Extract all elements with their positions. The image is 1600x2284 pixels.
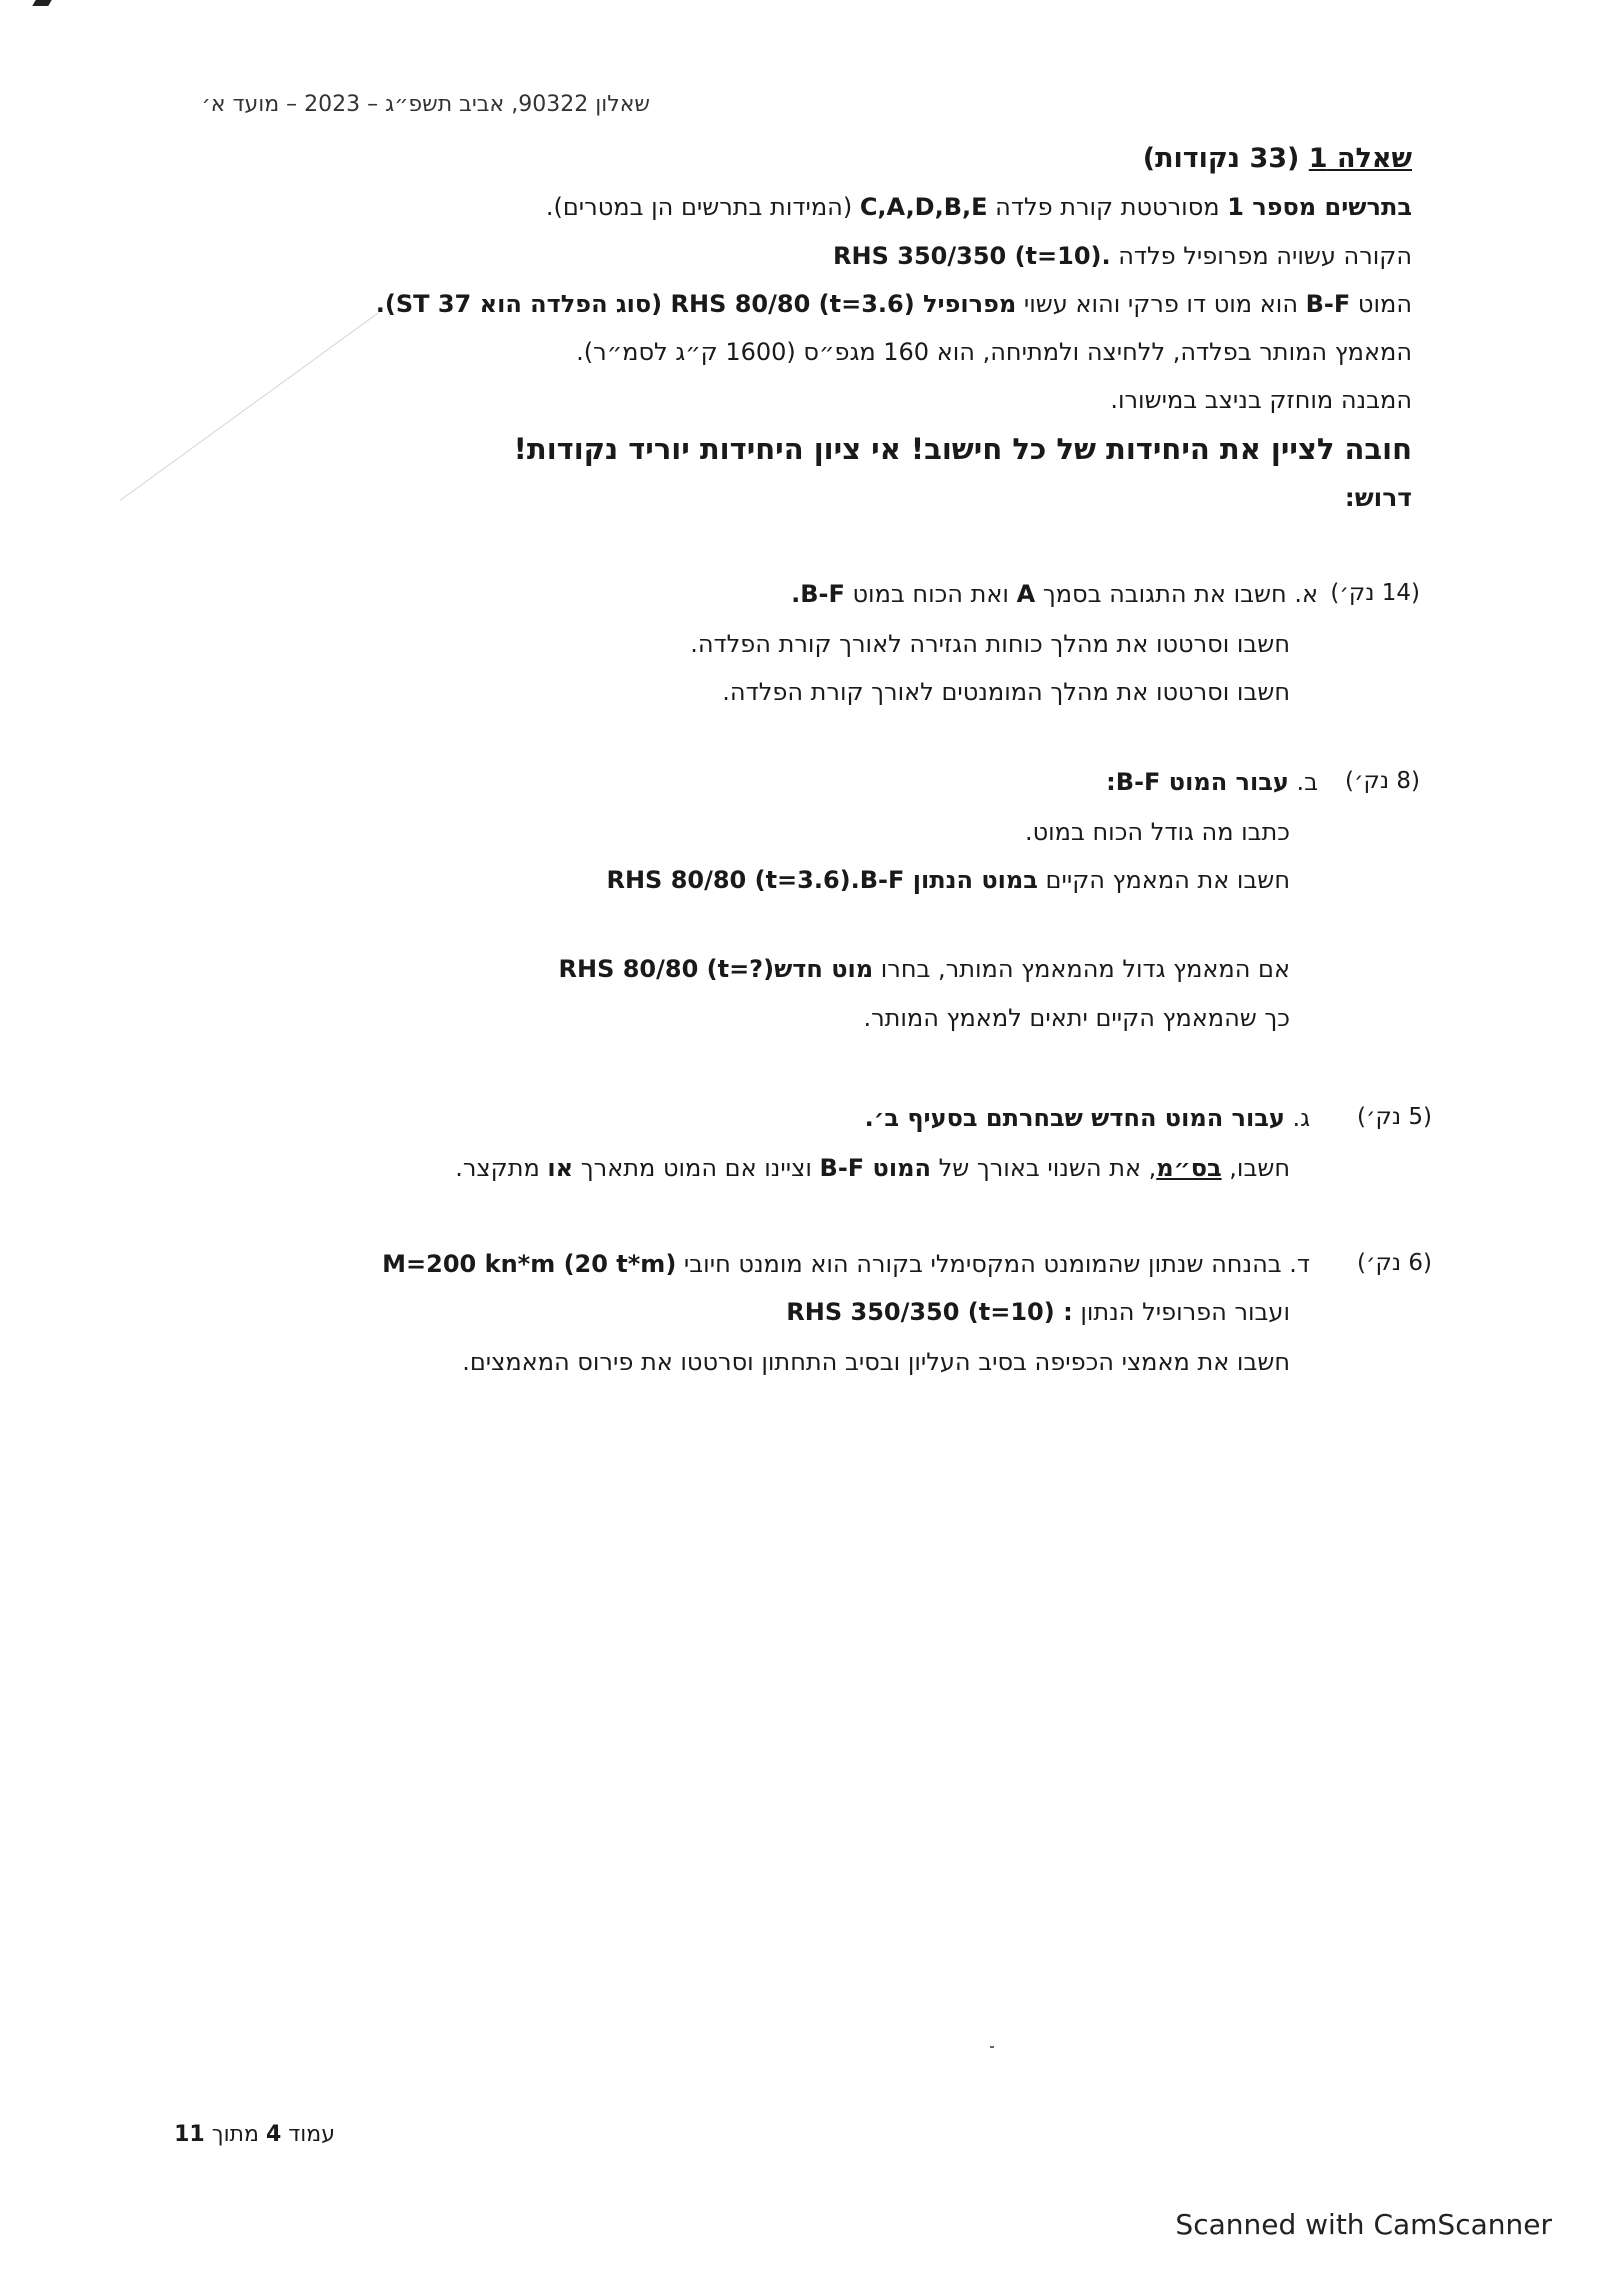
section-b-points: (8 נק׳) <box>1345 768 1420 794</box>
section-a-line-3: חשבו וסרטטו את מהלך המומנטים לאורך קורת הפלדה. <box>722 678 1290 706</box>
exam-header: שאלון 90322, אביב תשפ״ג – 2023 – מועד א׳ <box>201 92 650 117</box>
question-points: (33 נקודות) <box>1142 143 1300 174</box>
pencil-stroke <box>120 312 379 501</box>
section-b-line-1: ב. עבור המוט B-F: <box>1106 768 1318 796</box>
section-a-line-1: א. חשבו את התגובה בסמך A ואת הכוח במוט B-F. <box>791 580 1318 608</box>
section-a-line-2: חשבו וסרטטו את מהלך כוחות הגזירה לאורך קורת הפלדה. <box>690 630 1290 658</box>
section-d-line-1: ד. בהנחה שנתון שהמומנט המקסימלי בקורה הוא מומנט חיובי M=200 kn*m (20 t*m) <box>382 1250 1310 1278</box>
intro-line-5: המבנה מוחזק בניצב במישורו. <box>1110 386 1412 414</box>
scan-dot <box>990 2046 994 2048</box>
page-footer: עמוד 4 מתוך 11 <box>174 2122 335 2147</box>
section-c-line-2: חשבו, בס״מ, את השנוי באורך של המוט B-F וציינו אם המוט מתארך או מתקצר. <box>455 1154 1290 1182</box>
intro-line-4: המאמץ המותר בפלדה, ללחיצה ולמתיחה, הוא 160 מגפ״ס (1600 ק״ג לסמ״ר). <box>576 338 1412 366</box>
section-d-line-2: ועבור הפרופיל הנתון RHS 350/350 (t=10) : <box>786 1298 1290 1326</box>
section-a-points: (14 נק׳) <box>1330 580 1420 606</box>
question-number: שאלה 1 <box>1308 143 1412 174</box>
section-b-line-3: חשבו את המאמץ הקיים במוט הנתון B-F RHS 80/80 (t=3.6). <box>598 866 1290 894</box>
question-title <box>1143 143 1412 174</box>
section-c-line-1: ג. עבור המוט החדש שבחרתם בסעיף ב׳. <box>864 1104 1310 1132</box>
units-warning: חובה לציין את היחידות של כל חישוב! אי ציון היחידות יוריד נקודות! <box>513 432 1412 466</box>
section-b-line-4: אם המאמץ גדול מהמאמץ המותר, בחרו מוט חדש RHS 80/80 (t=?) <box>550 955 1290 983</box>
intro-line-1: בתרשים מספר 1 מסורטטת קורת פלדה C,A,D,B,E (המידות בתרשים הן במטרים). <box>545 193 1412 221</box>
section-d-line-3: חשבו את מאמצי הכפיפה בסיב העליון ובסיב התחתון וסרטטו את פירוס המאמצים. <box>462 1348 1290 1376</box>
intro-line-3: המוט B-F הוא מוט דו פרקי והוא עשוי מפרופיל RHS 80/80 (t=3.6) (סוג הפלדה הוא ST 37). <box>375 290 1412 318</box>
section-b-line-2: כתבו מה גודל הכוח במוט. <box>1024 818 1290 846</box>
scanner-watermark: Scanned with CamScanner <box>1175 2208 1552 2241</box>
section-c-points: (5 נק׳) <box>1357 1104 1432 1130</box>
intro-line-2: הקורה עשויה מפרופיל פלדה RHS 350/350 (t=10). <box>833 242 1412 270</box>
section-d-points: (6 נק׳) <box>1357 1250 1432 1276</box>
required-heading: דרוש: <box>1344 483 1412 512</box>
scan-corner-mark <box>32 0 51 6</box>
section-b-line-5: כך שהמאמץ הקיים יתאים למאמץ המותר. <box>863 1004 1290 1032</box>
